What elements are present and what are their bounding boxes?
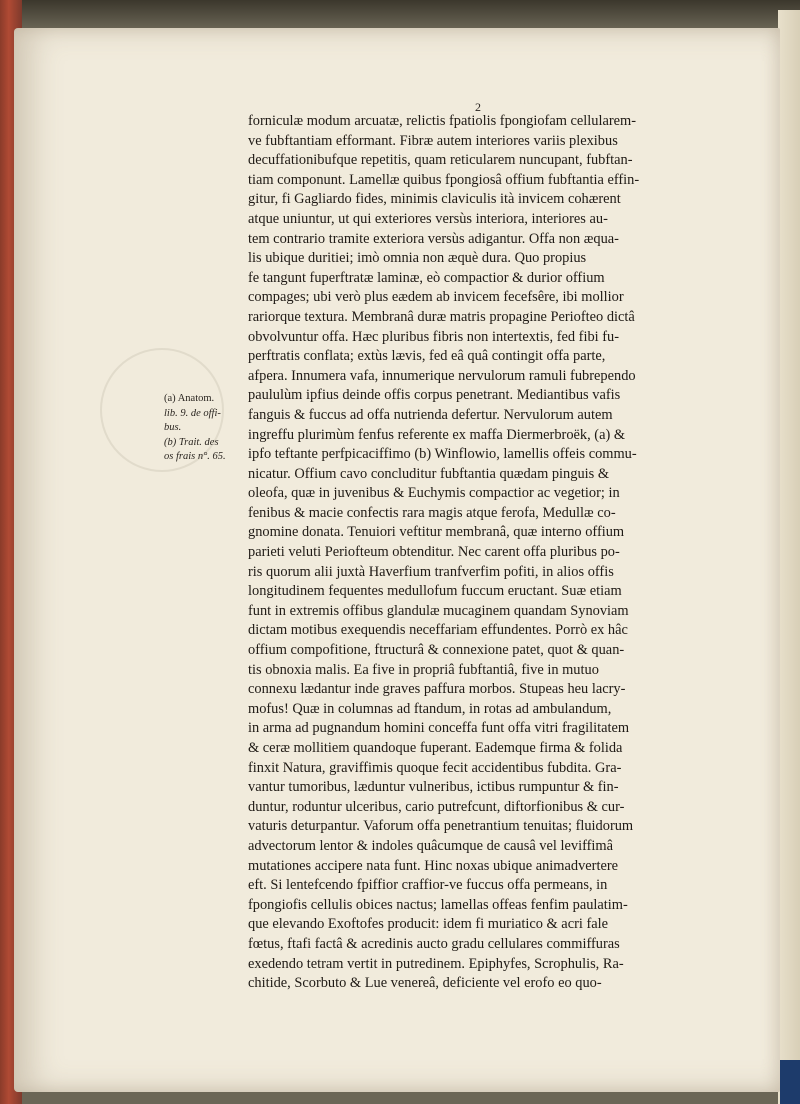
text-line: exedendo tetram vertit in putredinem. Epiphyfes, Scrophulis, Ra-: [248, 955, 624, 972]
text-line: afpera. Innumera vafa, innumerique nervulorum ramuli fubrependo: [248, 367, 636, 384]
text-line: ris quorum alii juxtà Haverfium tranfverfim pofiti, in alios offis: [248, 563, 614, 580]
text-line: tis obnoxia malis. Ea five in propriâ fubftantiâ, five in mutuo: [248, 661, 599, 678]
text-line: eft. Si lentefcendo fpiffior craffior-ve fuccus offa permeans, in: [248, 877, 608, 894]
text-line: obvolvuntur offa. Hæc pluribus fibris non intertextis, fed fibi fu-: [248, 328, 620, 345]
text-line: in arma ad pugnandum homini conceffa funt offa vitri fragilitatem: [248, 720, 630, 737]
next-page-edge: [778, 10, 800, 1104]
text-line: decuffationibufque repetitis, quam reticularem nuncupant, fubftan-: [248, 152, 633, 169]
text-line: atque uniuntur, ut qui exteriores versùs interiora, interiores au-: [248, 210, 608, 227]
book-top-edge: [14, 0, 800, 30]
body-text: [248, 112, 710, 994]
text-line: funt in extremis offibus glandulæ mucaginem quandam Synoviam: [248, 602, 629, 619]
text-line: lis ubique duritiei; imò omnia non æquè dura. Quo propius: [248, 250, 587, 267]
text-line: parieti veluti Periofteum obtenditur. Nec carent offa pluribus po-: [248, 544, 620, 561]
text-line: tiam componunt. Lamellæ quibus fpongiosâ offium fubftantia effin-: [248, 171, 640, 188]
text-line: chitide, Scorbuto & Lue venereâ, deficiente vel erofo eo quo-: [248, 975, 602, 992]
text-line: finxit Natura, graviffimis quoque fecit accidentibus fubdita. Gra-: [248, 759, 622, 776]
text-line: connexu lædantur inde graves paffura morbos. Stupeas heu lacry-: [248, 681, 626, 698]
text-line: compages; ubi verò plus eædem ab invicem fecefsêre, ibi mollior: [248, 289, 624, 306]
text-line: nicatur. Offium cavo concluditur fubftantia quædam pinguis &: [248, 465, 610, 482]
text-line: fenibus & macie confectis rara magis atque ferofa, Medullæ co-: [248, 504, 616, 521]
text-line: gnomine donata. Tenuiori veftitur membranâ, quæ interno offium: [248, 524, 625, 541]
text-line: tem contrario tramite exteriora versùs adigantur. Offa non æqua-: [248, 230, 619, 247]
text-line: duntur, roduntur ulceribus, cario putrefcunt, diftorfionibus & cur-: [248, 798, 625, 815]
text-line: oleofa, quæ in juvenibus & Euchymis compactior ac vegetior; in: [248, 485, 620, 502]
margin-notes: [164, 392, 242, 465]
text-line: longitudinem fequentes medullofum fuccum eructant. Suæ etiam: [248, 583, 622, 600]
margin-note-line: bus.: [164, 422, 182, 433]
margin-note-line: (b) Trait. des: [164, 436, 219, 448]
text-line: fe tangunt fuperftratæ laminæ, eò compactior & durior offium: [248, 269, 605, 286]
page-number: 2: [475, 100, 481, 114]
margin-note-line: os frais n°. 65.: [164, 451, 226, 462]
text-line: vantur tumoribus, læduntur vulneribus, ictibus rumpuntur & fin-: [248, 779, 619, 796]
text-line: forniculæ modum arcuatæ, relictis fpatiolis fpongiofam cellularem-: [248, 113, 637, 129]
text-line: vaturis deturpantur. Vaforum offa penetrantium tenuitas; fluidorum: [248, 818, 634, 835]
text-line: mutationes accipere nata funt. Hinc noxas ubique animadvertere: [248, 857, 619, 874]
text-line: & ceræ mollitiem quandoque fuperant. Eademque firma & folida: [248, 740, 623, 756]
margin-note-line: (a) Anatom.: [164, 393, 215, 404]
text-line: fanguis & fuccus ad offa nutrienda defertur. Nervulorum autem: [248, 406, 613, 423]
text-line: advectorum lentor & indoles quâcumque de causâ vel leviffimâ: [248, 837, 613, 854]
margin-note-line: lib. 9. de offi-: [164, 407, 221, 419]
text-line: fpongiofis cellulis obices nactus; lamellas offeas fenfim paulatim-: [248, 896, 628, 913]
text-line: ve fubftantiam efformant. Fibræ autem interiores variis plexibus: [248, 132, 618, 149]
text-line: ipfo teftante perfpicaciffimo (b) Winflowio, lamellis offeis commu-: [248, 446, 637, 463]
text-line: perftratis conflata; extùs lævis, fed eâ quâ contingit offa parte,: [248, 348, 606, 365]
text-line: fœtus, ftafi factâ & acredinis aucto gradu cellulares commiffuras: [248, 935, 620, 952]
text-line: paululùm ipfius deinde offis corpus penetrant. Mediantibus vafis: [248, 387, 621, 404]
text-line: rariorque textura. Membranâ duræ matris propagine Periofteo dictâ: [248, 308, 635, 325]
text-line: mofus! Quæ in columnas ad ftandum, in rotas ad ambulandum,: [248, 700, 612, 717]
text-line: ingreffu plurimùm fenfus referente ex maffa Diermerbroëk, (a) &: [248, 426, 626, 443]
book-cover-corner: [780, 1060, 800, 1104]
text-line: offium compofitione, ftructurâ & connexione patet, quot & quan-: [248, 642, 625, 659]
text-line: que elevando Exoftofes producit: idem fi muriatico & acri fale: [248, 916, 609, 933]
text-line: gitur, fi Gagliardo fides, minimis claviculis ità invicem cohærent: [248, 191, 621, 208]
text-line: dictam motibus exequendis neceffariam effundentes. Porrò ex hâc: [248, 622, 628, 639]
